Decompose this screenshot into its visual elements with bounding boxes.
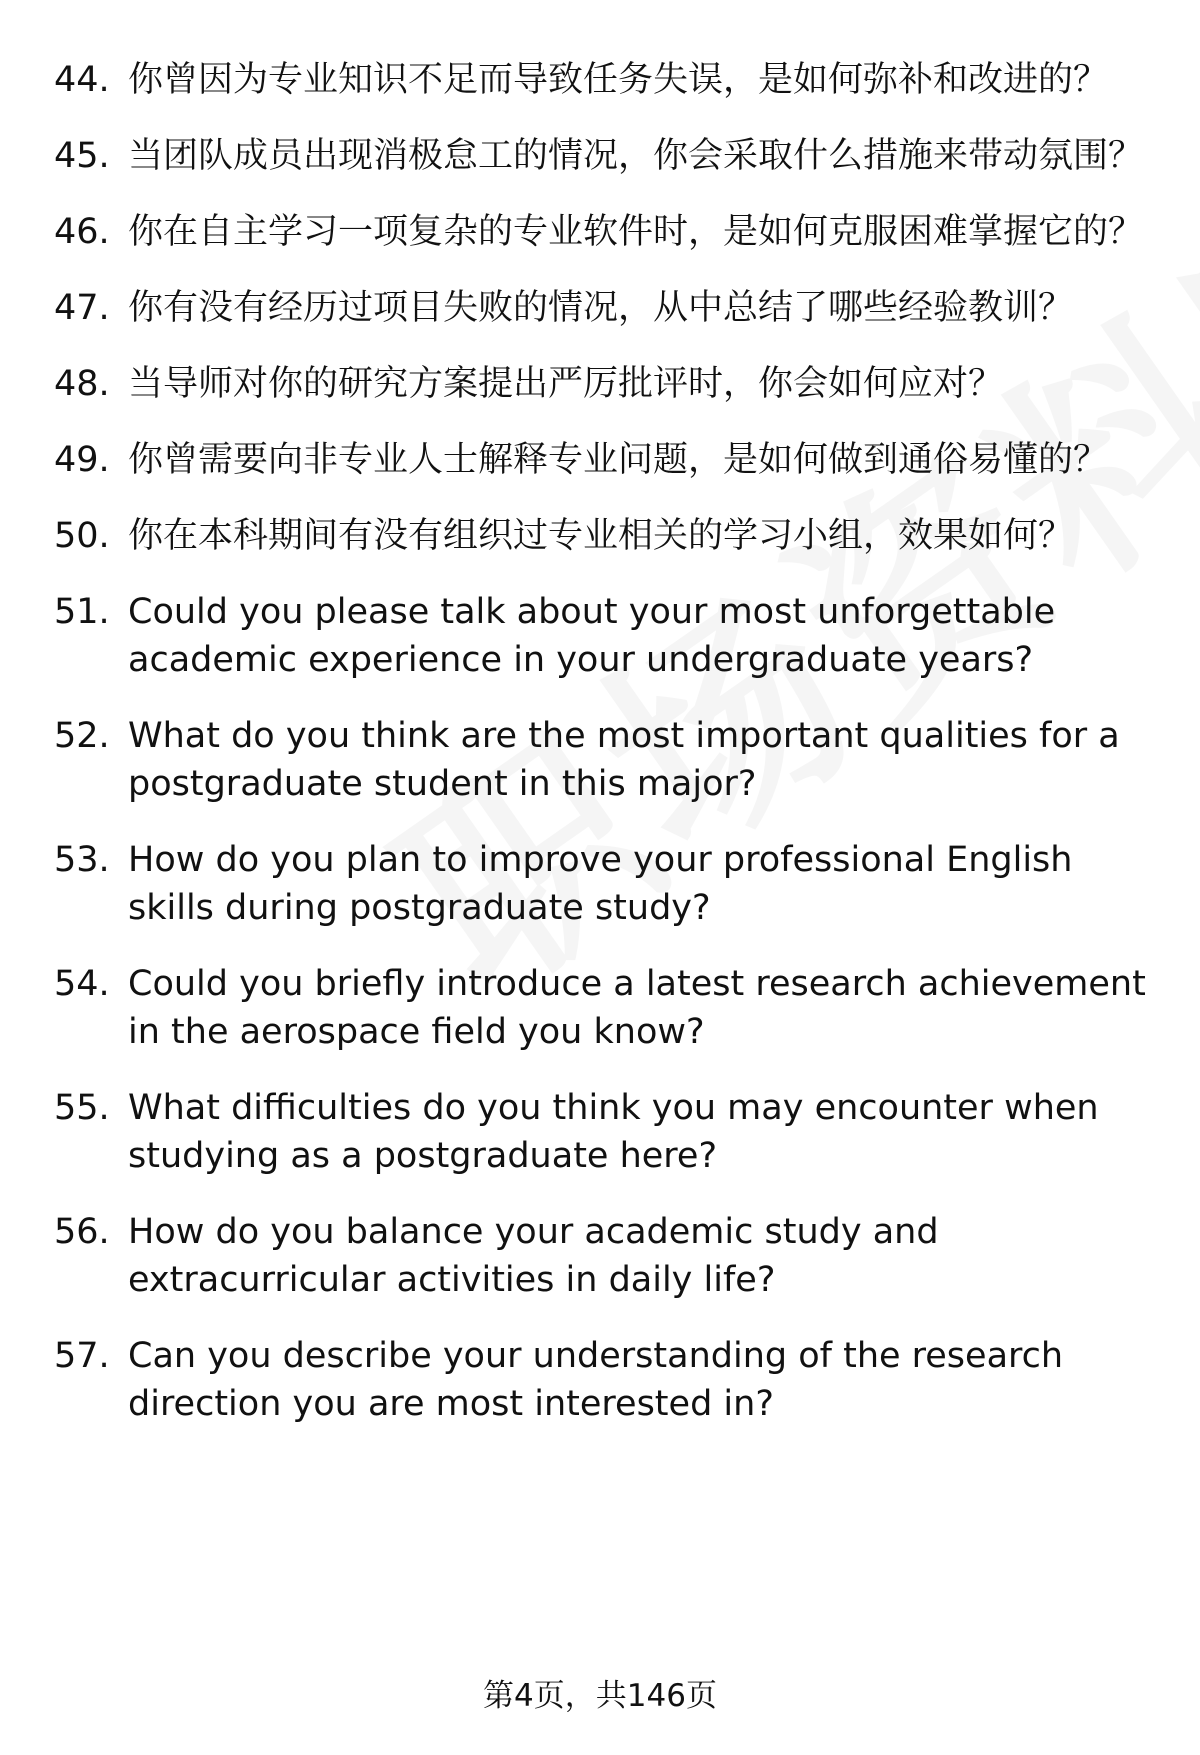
question-item xyxy=(54,836,1164,932)
question-text: 你有没有经历过项目失败的情况，从中总结了哪些经验教训？ xyxy=(128,288,1074,328)
question-text: 你在本科期间有没有组织过专业相关的学习小组，效果如何？ xyxy=(128,516,1074,556)
question-number: 53. xyxy=(54,840,110,880)
question-text: What difficulties do you think you may encounter when studying as a postgraduate here? xyxy=(128,1088,1099,1176)
question-item xyxy=(54,960,1164,1056)
question-number: 52. xyxy=(54,716,110,756)
question-text: 你曾因为专业知识不足而导致任务失误，是如何弥补和改进的？ xyxy=(128,60,1109,100)
question-number: 54. xyxy=(54,964,110,1004)
question-text: How do you plan to improve your professional English skills during postgraduate study? xyxy=(128,840,1073,928)
question-number: 45. xyxy=(54,136,110,176)
question-item xyxy=(54,436,1164,484)
question-number: 44. xyxy=(54,60,110,100)
question-text: 当团队成员出现消极怠工的情况，你会采取什么措施来带动氛围？ xyxy=(128,136,1144,176)
question-item xyxy=(54,56,1164,104)
page-footer: 第4页，共146页 xyxy=(483,1678,717,1714)
question-number: 48. xyxy=(54,364,110,404)
question-item xyxy=(54,132,1164,180)
question-list xyxy=(54,56,1164,1428)
question-text: Could you please talk about your most unforgettable academic experience in your undergraduate years? xyxy=(128,592,1056,680)
question-text: What do you think are the most important qualities for a postgraduate student in this major? xyxy=(128,716,1120,804)
question-text: How do you balance your academic study and extracurricular activities in daily life? xyxy=(128,1212,939,1300)
question-number: 50. xyxy=(54,516,110,556)
question-number: 55. xyxy=(54,1088,110,1128)
question-number: 49. xyxy=(54,440,110,480)
question-number: 57. xyxy=(54,1336,110,1376)
question-item xyxy=(54,360,1164,408)
question-item xyxy=(54,588,1164,684)
question-item xyxy=(54,1208,1164,1304)
question-number: 56. xyxy=(54,1212,110,1252)
question-text: 你曾需要向非专业人士解释专业问题，是如何做到通俗易懂的？ xyxy=(128,440,1109,480)
question-item xyxy=(54,1332,1164,1428)
question-item xyxy=(54,712,1164,808)
question-text: 你在自主学习一项复杂的专业软件时，是如何克服困难掌握它的？ xyxy=(128,212,1144,252)
question-item xyxy=(54,512,1164,560)
question-item xyxy=(54,208,1164,256)
question-number: 51. xyxy=(54,592,110,632)
question-item xyxy=(54,1084,1164,1180)
question-number: 47. xyxy=(54,288,110,328)
question-item xyxy=(54,284,1164,332)
question-text: 当导师对你的研究方案提出严厉批评时，你会如何应对？ xyxy=(128,364,1004,404)
question-text: Can you describe your understanding of the research direction you are most interested in? xyxy=(128,1336,1064,1424)
question-text: Could you briefly introduce a latest research achievement in the aerospace field you know? xyxy=(128,964,1146,1052)
question-number: 46. xyxy=(54,212,110,252)
